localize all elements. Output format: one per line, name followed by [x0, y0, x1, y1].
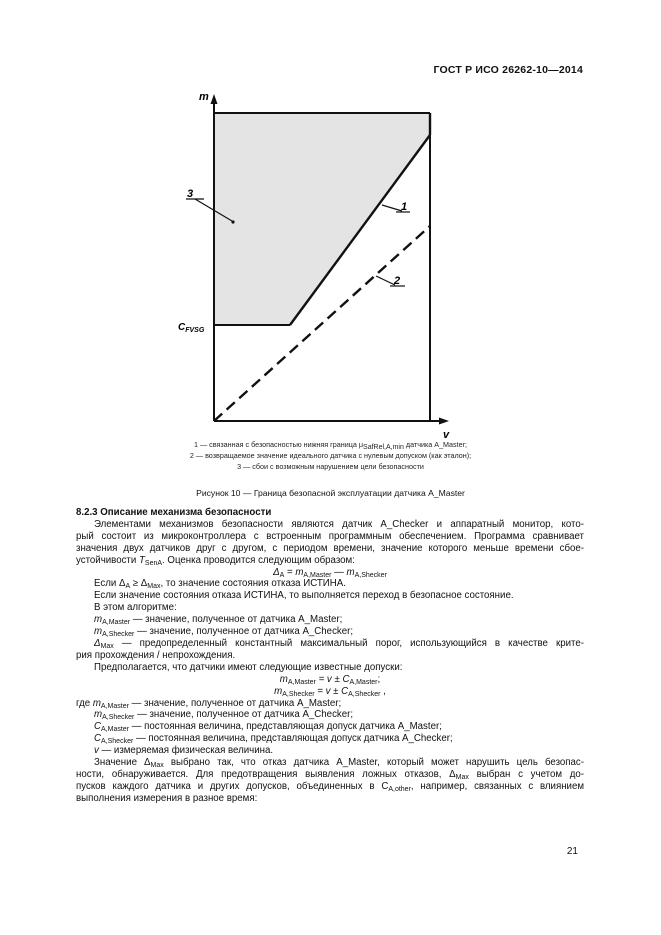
callout-2-leader [376, 276, 395, 285]
last-p-line2: ности, обнаруживается. Для предотвращения выявления ложных отказов, $\Delta_{Max}$ выбран с учетом до- [76, 768, 584, 781]
page-header: ГОСТ Р ИСО 26262-10—2014 [433, 64, 583, 76]
axis-x-label: v [443, 429, 450, 441]
p1-line4: устойчивости $T_{SenA}$. Оценка проводится следующим образом: [76, 554, 355, 567]
def-2: $m_{A,Shecker}$ — значение, полученное от датчика A_Checker; [94, 626, 354, 639]
equation-2: $m_{A,Master} = v \pm C_{A,Master}$; [279, 673, 381, 686]
axis-y-label: m [199, 91, 209, 103]
where-2: $m_{A,Shecker}$ — значение, полученное от датчика A_Checker; [94, 709, 354, 722]
figure-title: Рисунок 10 — Граница безопасной эксплуатации датчика A_Master [196, 488, 465, 498]
where-3: $C_{A,Master}$ — постоянная величина, представляющая допуск датчика A_Master; [94, 721, 442, 734]
legend-line-1: 1 — связанная с безопасностью нижняя граница $\mu_{SafRel,A,min}$ датчика A_Master; [193, 440, 468, 451]
where-4: $C_{A,Shecker}$ — постоянная величина, представляющая допуск датчика A_Checker; [94, 733, 453, 746]
y-axis-arrow [211, 94, 218, 104]
p1-line1: Элементами механизмов безопасности являются датчик A_Checker и аппаратный монитор, кото- [94, 518, 584, 530]
last-p-line1: Значение $\Delta_{Max}$ выбрано так, что отказ датчика A_Master, который может нарушить цель безопас- [94, 757, 584, 770]
p1-line2: рый состоит из микроконтроллера с встроенным программным обеспечением. Программа сравнивает [76, 530, 584, 542]
if-line-1: Если $\Delta_A \ge \Delta_{Max}$, то значение состояния отказа ИСТИНА. [94, 578, 346, 591]
if-line-2: Если значение состояния отказа ИСТИНА, то выполняется переход в безопасное состояние. [94, 590, 514, 602]
equation-3: $m_{A,Shecker} = v \pm C_{A,Shecker}$ , [274, 685, 386, 698]
in-algorithm: В этом алгоритме: [94, 602, 177, 614]
legend-line-2: 2 — возвращаемое значение идеального датчика с нулевым допуском (как эталон); [189, 451, 472, 460]
p1-line3: значения двух датчиков друг с другом, с периодом времени, значение которого меньше времени сбое- [76, 542, 584, 554]
callout-2-label: 2 [394, 275, 401, 287]
def-1: $m_{A,Master}$ — значение, полученное от датчика A_Master; [94, 614, 343, 627]
x-axis-arrow [439, 418, 449, 425]
where-1: где $m_{A,Master}$ — значение, полученное от датчика A_Master; [76, 697, 342, 710]
callout-1-label: 1 [401, 201, 408, 213]
page-number: 21 [566, 846, 578, 857]
def-3-line2: рия прохождения / непрохождения. [76, 649, 236, 661]
section-heading: 8.2.3 Описание механизма безопасности [76, 507, 272, 518]
callout-3-dot [231, 220, 234, 223]
cfvsg-label: $C_{FVSG}$ [178, 322, 205, 334]
equation-1: $\Delta_A = m_{A,Master}$ — $m_{A,Shecker}$ [273, 566, 387, 579]
callout-1-leader [382, 205, 402, 211]
assume-line: Предполагается, что датчики имеют следующие известные допуски: [94, 661, 403, 673]
def-3-line1: $\Delta_{Max}$ — предопределенный константный максимальный порог, использующийся в качестве крите- [94, 637, 584, 650]
where-5: v — измеряемая физическая величина. [94, 745, 274, 757]
body-text [76, 507, 584, 805]
unsafe-region-3 [214, 113, 430, 325]
last-p-line4: выполнения измерения в разное время: [76, 792, 258, 804]
callout-3-label: 3 [187, 188, 194, 200]
last-p-line3: пусков каждого датчика и других допусков, объединенных в $C_{A,other}$, например, связанных с влиянием [76, 780, 584, 793]
legend-line-3: 3 — сбои с возможным нарушением цели безопасности [237, 462, 424, 471]
